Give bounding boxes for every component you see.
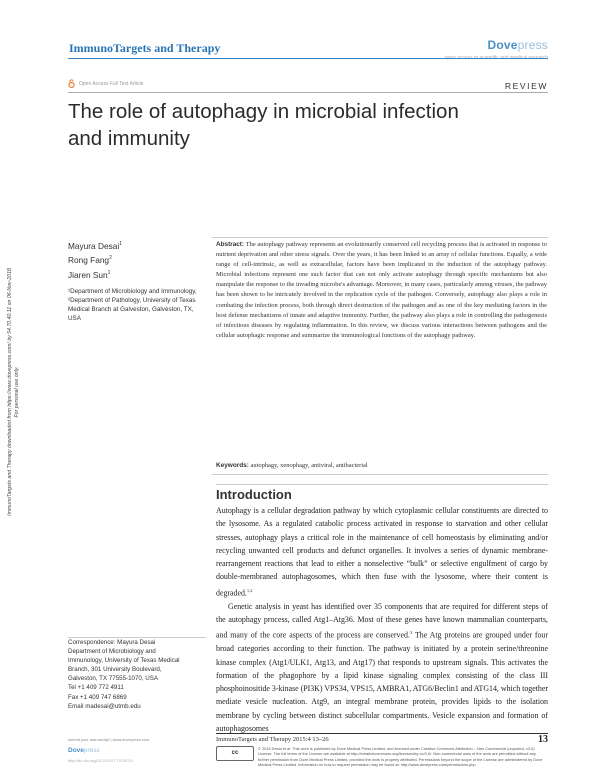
- author[interactable]: Mayura Desai$^1$: [68, 240, 122, 251]
- article-type: REVIEW: [504, 81, 548, 91]
- submit-link[interactable]: submit your manuscript | www.dovepress.com: [68, 737, 150, 742]
- license: [216, 746, 548, 767]
- author-list: [68, 238, 122, 281]
- footer-logo[interactable]: Dovepress: [68, 747, 100, 754]
- brand-light: press: [517, 38, 548, 52]
- open-lock-icon: [68, 79, 75, 88]
- correspondence-line: Immunology, University of Texas Medical: [68, 657, 180, 665]
- open-access-line: [68, 79, 143, 88]
- download-note: [4, 162, 24, 622]
- article-title: The role of autophagy in microbial infection and immunity: [68, 100, 459, 150]
- abstract: [216, 240, 547, 341]
- correspondence-line: Department of Microbiology and: [68, 648, 156, 656]
- correspondence-line: Tel +1 409 772 4911: [68, 684, 124, 692]
- body-text: [216, 504, 548, 735]
- author[interactable]: Jiaren Sun$^1$: [68, 269, 111, 280]
- author[interactable]: Rong Fang$^2$: [68, 255, 112, 266]
- publisher-logo[interactable]: [488, 38, 549, 52]
- abstract-text: The autophagy pathway represents an evolutionarily conserved cell recycling process that is activated in response to nutrient deprivation and other stress signals. Over the years, it has been linked to an array of cellular functions. Equally, a wide range of cell-intrinsic, as well as extracellular, factors have been implicated in the induction of the autophagy pathway. Microbial infections represent one such factor that can not only activate autophagy through specific mechanisms but also manipulate the response to the invading microbe's advantage. Moreover, in many cases, particularly among viruses, the pathway has been shown to be intricately involved in the replication cycle of the pathogen. Conversely, autophagy also plays a role in combating the infection process, both through direct destruction of the pathogen and as one of the key mediating factors in the host defense mechanisms of innate and adaptive immunity. Further, the pathway also plays a role in controlling the pathogenesis of infectious diseases by regulating inflammation. In this review, we discuss various interactions between pathogens and the cellular autophagic response and summarize the immunological functions of the autophagy pathway.: [216, 241, 547, 339]
- correspondence-line: Fax +1 409 747 6869: [68, 693, 127, 701]
- correspondence: [68, 638, 218, 711]
- cc-license-icon[interactable]: cc: [216, 746, 254, 761]
- download-note-line1: ImmunoTargets and Therapy downloaded from https://www.dovepress.com/ by 54.70.40.11 on 06-Nov-2018: [7, 268, 13, 516]
- paragraph: Autophagy is a cellular degradation pathway by which cytoplasmic cellular constituents are directed to the lysosome. As a regulated catabolic process activated in response to starvation and other cellular stresses, autophagy plays a critical role in the maintenance of cell homeostasis by eliminating and/or recycling unwanted cell products and defunct organelles. It involves a series of dynamic membrane-rearrangement reactions that lead to either a nonselective “bulk” or selective engulfment of cargo by double-membraned autophagosomes, which then fuse with the lysosome, where their content is degraded.$^{1,2}$: [216, 506, 548, 598]
- affiliations: ¹Department of Microbiology and Immunology, ²Department of Pathology, University of Texas Medical Branch at Galveston, Galveston, TX, USA: [68, 288, 197, 322]
- open-access-label: Open Access Full Text Article: [79, 80, 144, 87]
- correspondence-line: Branch, 301 University Boulevard,: [68, 666, 162, 674]
- section-heading: Introduction: [216, 487, 292, 502]
- abstract-label: Abstract:: [216, 241, 245, 248]
- license-text: © 2015 Desai et al. This work is published by Dove Medical Press Limited, and licensed under Creative Commons Attribution – Non Commercial (unported, v3.0) License. The full terms of the License are available at http://creativecommons.org/licenses/by-nc/3.0/. Non-commercial uses of the work are permitted without any further permission from Dove Medical Press Limited, provided the work is properly attributed. Permissions beyond the scope of the License are administered by Dove Medical Press Limited. Information on how to request permission may be found at: http://www.dovepress.com/permissions.php: [258, 746, 543, 767]
- citation-ref[interactable]: 3: [409, 630, 413, 636]
- keywords-text: autophagy, xenophagy, antiviral, antibacterial: [250, 462, 368, 469]
- download-note-line2: For personal use only.: [14, 366, 20, 418]
- header-rule: [68, 58, 548, 59]
- keywords-label: Keywords:: [216, 462, 249, 469]
- footer-rule: [216, 733, 548, 734]
- correspondence-line: Correspondence: Mayura Desai: [68, 639, 156, 646]
- correspondence-email[interactable]: Email madesai@utmb.edu: [68, 702, 141, 710]
- title-rule: [68, 92, 548, 93]
- citation-ref[interactable]: 1,2: [246, 587, 253, 593]
- journal-name: ImmunoTargets and Therapy: [69, 41, 221, 55]
- section-rule: [216, 484, 548, 485]
- keywords: [216, 462, 368, 469]
- citation: ImmunoTargets and Therapy 2015:4 13–26: [216, 736, 329, 743]
- correspondence-line: Galveston, TX 77555-1070, USA: [68, 675, 159, 683]
- brand-bold: Dove: [487, 38, 518, 52]
- paragraph: Genetic analysis in yeast has identified over 35 components that are required for different steps of the autophagy process, called Atg1–Atg36. Most of these genes have known mammalian counterparts, and many of the core aspects of the process are conserved.$^3$ The Atg proteins are grouped under four broad categories according to their function. The pathway is initiated by a protein serine/threonine kinase complex (Atg1/ULK1, Atg13, and Atg17) that responds to upstream signals. This activates the formation of the phagophore by a lipid kinase signaling complex consisting of the class III phosphoinositide 3-kinase (PI3K) VPS34, VPS15, AMBRA1, ATG6/Beclin1 and ATG14, which together mediate vesicle nucleation. Atg9, an integral membrane protein, provides lipids to the isolation membrane by cycling between distinct subcellular compartments. Vesicle expansion and formation of autophagosomes: [216, 601, 549, 733]
- page-number: 13: [538, 734, 548, 745]
- doi-link[interactable]: http://dx.doi.org/10.2147/ITT.S76720: [68, 758, 133, 763]
